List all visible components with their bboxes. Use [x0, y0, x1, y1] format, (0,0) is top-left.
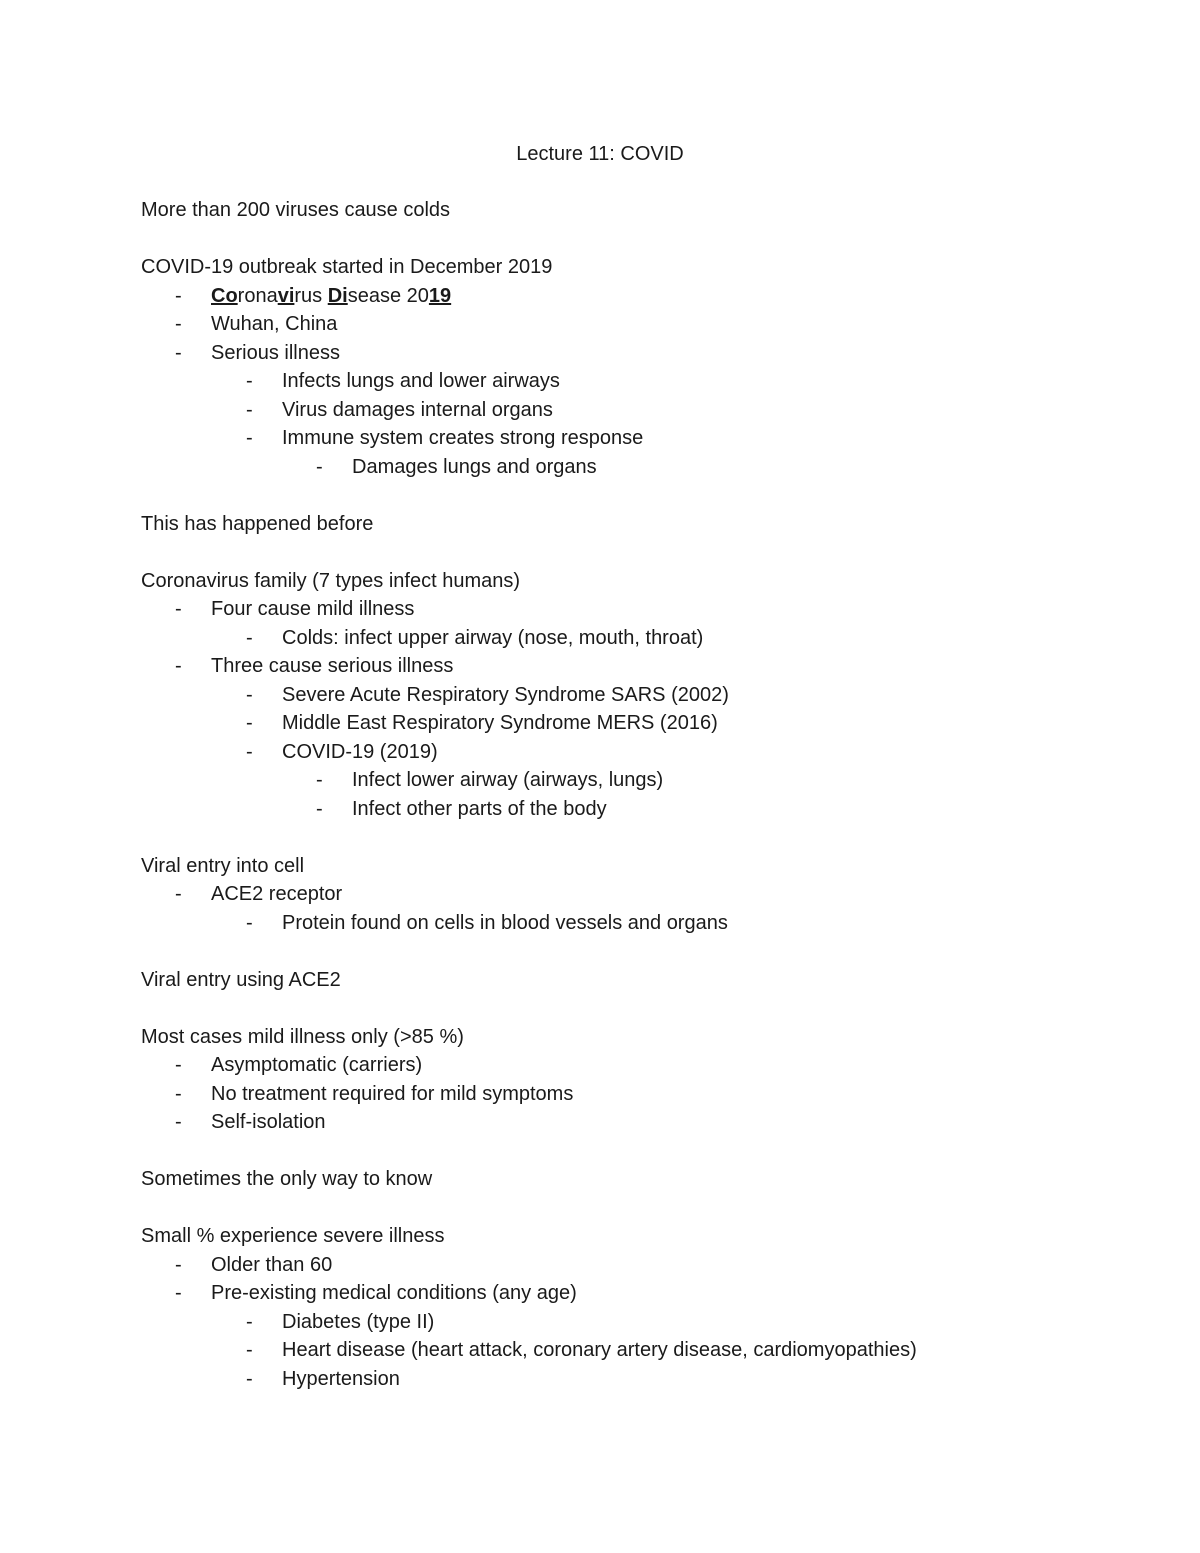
- bullet-text: Infects lungs and lower airways: [282, 370, 560, 392]
- bullet-item: [141, 1336, 1141, 1365]
- bullet-dash: -: [246, 1367, 253, 1390]
- bullet-item: [141, 795, 1141, 824]
- bullet-item: [141, 880, 1141, 909]
- note-line: Coronavirus family (7 types infect humans): [141, 569, 521, 592]
- bullet-text: Infect lower airway (airways, lungs): [352, 769, 664, 791]
- bullet-text: Four cause mild illness: [211, 598, 415, 620]
- bullet-dash: -: [175, 313, 182, 335]
- bullet-item: [141, 1108, 1141, 1137]
- bullet-text: Virus damages internal organs: [282, 398, 553, 421]
- bullet-dash: -: [246, 911, 253, 934]
- bullet-text: Hypertension: [282, 1367, 400, 1390]
- bullet-item: [141, 424, 1141, 453]
- bullet-item: [141, 1308, 1141, 1337]
- acronym-part: vi: [277, 284, 295, 307]
- bullet-item: [141, 709, 1141, 738]
- bullet-text: Middle East Respiratory Syndrome MERS (2016): [282, 712, 718, 734]
- acronym-part: 19: [428, 284, 452, 307]
- bullet-item: [141, 367, 1141, 396]
- note-line: Most cases mild illness only (>85 %): [141, 1025, 464, 1048]
- acronym-part: sease 20: [347, 284, 429, 307]
- bullet-dash: -: [175, 883, 182, 905]
- notes-body: [141, 196, 1141, 1393]
- note-line: Viral entry using ACE2: [141, 968, 341, 991]
- bullet-text: Protein found on cells in blood vessels and organs: [282, 911, 728, 934]
- bullet-text: Infect other parts of the body: [352, 797, 607, 820]
- bullet-text: Serious illness: [211, 341, 340, 364]
- bullet-dash: -: [175, 598, 182, 620]
- note-line: This has happened before: [141, 512, 374, 535]
- bullet-item: [141, 1365, 1141, 1394]
- bullet-text: Self-isolation: [211, 1111, 326, 1133]
- bullet-text: Heart disease (heart attack, coronary artery disease, cardiomyopathies): [282, 1339, 917, 1361]
- bullet-dash: -: [246, 370, 253, 392]
- bullet-item: [141, 453, 1141, 482]
- bullet-item: [141, 396, 1141, 425]
- bullet-text: Wuhan, China: [211, 313, 338, 335]
- bullet-text: Damages lungs and organs: [352, 455, 597, 478]
- bullet-text: Diabetes (type II): [282, 1310, 435, 1333]
- bullet-item: [141, 1080, 1141, 1109]
- bullet-text: COVID-19 (2019): [282, 740, 438, 763]
- note-line: Viral entry into cell: [141, 854, 305, 877]
- bullet-item: [141, 624, 1141, 653]
- bullet-item: [141, 909, 1141, 938]
- bullet-text: Immune system creates strong response: [282, 427, 644, 449]
- bullet-dash: -: [246, 398, 253, 421]
- bullet-item: [141, 282, 1141, 311]
- bullet-item: [141, 738, 1141, 767]
- bullet-item: [141, 681, 1141, 710]
- acronym-part: Di: [327, 284, 348, 307]
- bullet-text: Pre-existing medical conditions (any age): [211, 1282, 577, 1304]
- note-line: More than 200 viruses cause colds: [141, 199, 451, 221]
- bullet-dash: -: [246, 1339, 253, 1361]
- bullet-text: ACE2 receptor: [211, 883, 343, 905]
- bullet-dash: -: [246, 683, 253, 706]
- bullet-dash: -: [246, 427, 253, 449]
- bullet-dash: -: [246, 740, 253, 763]
- acronym-part: rus: [294, 284, 328, 307]
- bullet-item: [141, 766, 1141, 795]
- bullet-text: No treatment required for mild symptoms: [211, 1082, 574, 1105]
- bullet-dash: -: [175, 1054, 182, 1076]
- bullet-dash: -: [175, 655, 182, 677]
- bullet-dash: -: [175, 1282, 182, 1304]
- note-line: COVID-19 outbreak started in December 2019: [141, 256, 553, 278]
- bullet-item: [141, 652, 1141, 681]
- bullet-dash: -: [175, 341, 182, 364]
- bullet-text: Older than 60: [211, 1253, 333, 1276]
- bullet-dash: -: [175, 284, 182, 307]
- page-title: Lecture 11: COVID: [516, 143, 684, 165]
- bullet-dash: -: [246, 1310, 253, 1333]
- bullet-item: [141, 595, 1141, 624]
- bullet-text: Three cause serious illness: [211, 655, 454, 677]
- bullet-dash: -: [175, 1253, 182, 1276]
- bullet-dash: -: [246, 712, 253, 734]
- bullet-item: [141, 310, 1141, 339]
- note-line: Sometimes the only way to know: [141, 1168, 433, 1190]
- bullet-item: [141, 1251, 1141, 1280]
- bullet-text: Severe Acute Respiratory Syndrome SARS (2002): [282, 683, 729, 706]
- bullet-dash: -: [175, 1082, 182, 1105]
- bullet-dash: -: [246, 626, 253, 649]
- acronym-part: rona: [237, 284, 278, 307]
- bullet-dash: -: [316, 797, 323, 820]
- bullet-item: [141, 1279, 1141, 1308]
- bullet-dash: -: [316, 769, 323, 791]
- bullet-dash: -: [316, 455, 323, 478]
- bullet-text: Asymptomatic (carriers): [211, 1054, 423, 1076]
- bullet-item: [141, 1051, 1141, 1080]
- bullet-text: Colds: infect upper airway (nose, mouth, throat): [282, 626, 704, 649]
- bullet-item: [141, 339, 1141, 368]
- note-line: Small % experience severe illness: [141, 1225, 445, 1247]
- bullet-dash: -: [175, 1111, 182, 1133]
- acronym-part: Co: [211, 284, 238, 307]
